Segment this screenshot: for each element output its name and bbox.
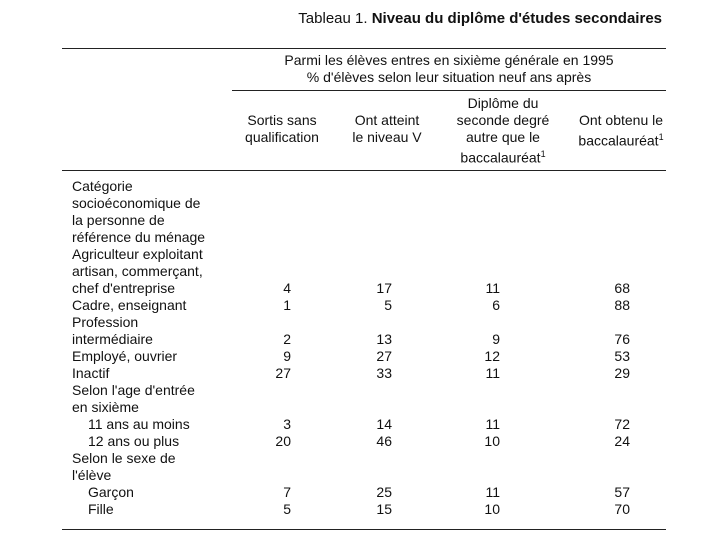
table-section-heading — [0, 178, 720, 246]
column-header-line: baccalauréat$^1$ — [460, 149, 546, 166]
column-header-line: Ont obtenu le — [578, 112, 664, 128]
row-label-line: Catégorie — [72, 178, 133, 194]
spanning-header-line-1: Parmi les élèves entres en sixième générale en 1995 — [284, 52, 614, 68]
table-cell: 7 — [283, 484, 291, 500]
table-row — [0, 297, 720, 314]
column-header-2 — [333, 112, 441, 146]
table-cell: 14 — [376, 416, 392, 432]
table-section-heading — [0, 450, 720, 484]
table-cell: 5 — [283, 501, 291, 517]
table-cell: 6 — [492, 297, 500, 313]
column-header-1 — [228, 112, 336, 146]
table-cell: 27 — [376, 348, 392, 364]
table-cell: 53 — [614, 348, 630, 364]
row-label — [72, 348, 232, 365]
table-row — [0, 348, 720, 365]
row-label — [72, 178, 232, 246]
row-label-line: artisan, commerçant, — [72, 263, 203, 279]
row-label-line: intermédiaire — [72, 331, 153, 347]
spanning-header — [232, 52, 666, 86]
table-cell: 11 — [485, 365, 500, 381]
row-label-line: Cadre, enseignant — [72, 297, 187, 313]
table-cell: 76 — [614, 331, 630, 347]
row-label-line: Garçon — [88, 484, 134, 500]
caption-prefix: Tableau 1. — [298, 10, 372, 27]
row-label-line: Fille — [88, 501, 114, 517]
table-cell: 57 — [614, 484, 630, 500]
column-header-line: Sortis sans — [247, 112, 317, 128]
table-cell: 24 — [614, 433, 630, 449]
row-label — [72, 314, 232, 348]
row-label-line: 12 ans ou plus — [88, 433, 180, 449]
header-bottom-rule — [62, 170, 666, 171]
row-label — [72, 246, 232, 297]
table-cell: 11 — [485, 416, 500, 432]
table-cell: 17 — [376, 280, 392, 296]
row-label-line: 11 ans au moins — [88, 416, 190, 432]
column-header-line: baccalauréat$^1$ — [578, 132, 664, 149]
spanning-header-line-2: % d'élèves selon leur situation neuf ans après — [306, 69, 592, 85]
row-label — [88, 484, 248, 501]
table-row — [0, 484, 720, 501]
table-row — [0, 501, 720, 518]
table-cell: 1 — [283, 297, 291, 313]
footnote-marker: 1 — [540, 149, 546, 159]
table-cell: 2 — [283, 331, 291, 347]
row-label — [72, 365, 232, 382]
table-cell: 70 — [614, 501, 630, 517]
spanning-header-rule — [232, 90, 666, 91]
row-label — [72, 297, 232, 314]
table-cell: 10 — [484, 501, 500, 517]
footnote-marker: 1 — [658, 132, 664, 142]
table-section-heading — [0, 382, 720, 416]
table-row — [0, 314, 720, 348]
row-label-line: Selon l'age d'entrée — [72, 382, 195, 398]
caption-title: Niveau du diplôme d'études secondaires — [371, 10, 662, 27]
row-label — [88, 501, 248, 518]
table-bottom-rule — [62, 529, 666, 530]
row-label-line: Profession — [72, 314, 139, 330]
row-label-line: Employé, ouvrier — [72, 348, 178, 364]
table-row — [0, 365, 720, 382]
table-cell: 20 — [275, 433, 291, 449]
table-top-rule — [62, 48, 666, 49]
column-header-line: Ont atteint — [354, 112, 420, 128]
column-header-line: autre que le — [466, 129, 540, 145]
table-cell: 72 — [614, 416, 630, 432]
table-row — [0, 433, 720, 450]
table-cell: 46 — [376, 433, 392, 449]
table-cell: 68 — [614, 280, 630, 296]
column-header-line: le niveau V — [352, 129, 422, 145]
row-label-line: socioéconomique de — [72, 195, 201, 211]
table-cell: 9 — [492, 331, 500, 347]
table-caption — [298, 10, 662, 27]
column-header-line: seconde degré — [456, 112, 550, 128]
table-cell: 27 — [275, 365, 291, 381]
table-cell: 5 — [384, 297, 392, 313]
row-label-line: Agriculteur exploitant — [72, 246, 203, 262]
table-cell: 3 — [283, 416, 291, 432]
row-label-line: chef d'entreprise — [72, 280, 176, 296]
column-header-line: Diplôme du — [467, 95, 539, 111]
row-label — [72, 382, 232, 416]
table-cell: 12 — [484, 348, 500, 364]
table-cell: 13 — [376, 331, 392, 347]
table-cell: 15 — [376, 501, 392, 517]
table-row — [0, 416, 720, 433]
row-label-line: référence du ménage — [72, 229, 206, 245]
table-cell: 33 — [376, 365, 392, 381]
column-header-line: qualification — [245, 129, 319, 145]
column-header-3 — [449, 95, 557, 167]
row-label-line: en sixième — [72, 399, 139, 415]
row-label-line: la personne de — [72, 212, 165, 228]
table-row — [0, 246, 720, 297]
row-label — [88, 433, 248, 450]
table-cell: 11 — [485, 280, 500, 296]
row-label — [88, 416, 248, 433]
table-cell: 11 — [485, 484, 500, 500]
row-label-line: Selon le sexe de — [72, 450, 176, 466]
table-cell: 4 — [283, 280, 291, 296]
table-cell: 9 — [283, 348, 291, 364]
table-cell: 29 — [614, 365, 630, 381]
row-label-line: l'élève — [72, 467, 112, 483]
table-cell: 10 — [484, 433, 500, 449]
table-cell: 25 — [376, 484, 392, 500]
row-label-line: Inactif — [72, 365, 110, 381]
column-header-4 — [567, 112, 675, 150]
table-cell: 88 — [614, 297, 630, 313]
row-label — [72, 450, 232, 484]
